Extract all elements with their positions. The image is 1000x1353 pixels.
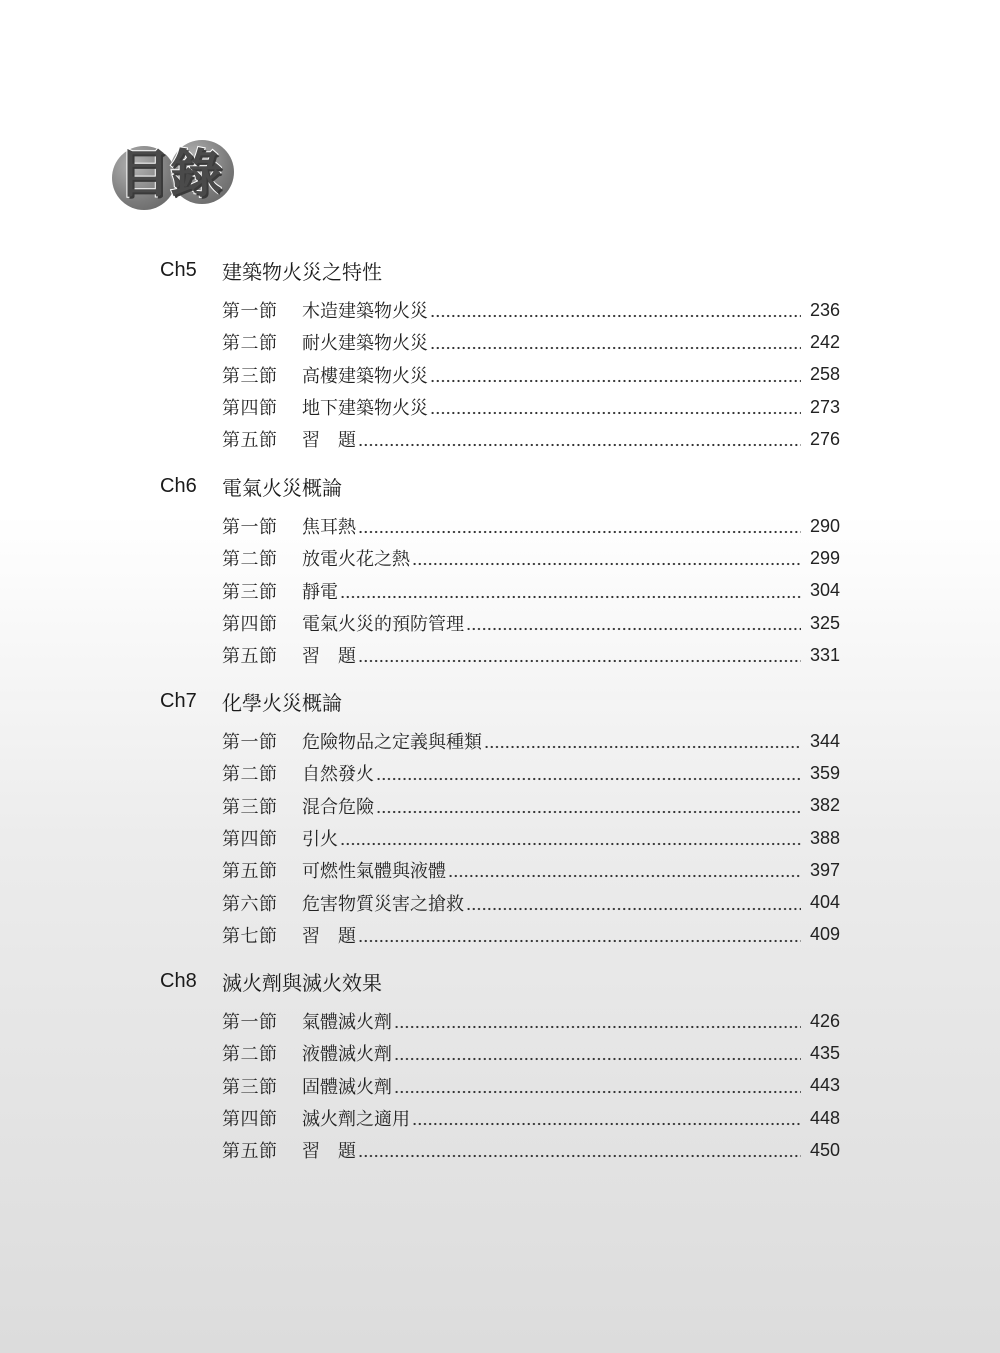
page-number: 448 [809, 1107, 840, 1128]
chapter-heading[interactable] [160, 965, 840, 997]
page-number: 276 [809, 428, 840, 449]
section-number: 第四節 [222, 829, 278, 851]
dot-leader [394, 1044, 801, 1062]
toc-entry[interactable] [222, 542, 840, 574]
toc-entry[interactable] [222, 757, 840, 789]
page-number: 443 [809, 1075, 840, 1096]
section-number: 第四節 [222, 398, 278, 420]
toc-entry[interactable] [222, 886, 840, 918]
dot-leader [358, 430, 801, 448]
section-number: 第六節 [222, 893, 278, 915]
dot-leader [394, 1077, 801, 1095]
section-number: 第七節 [222, 925, 278, 947]
toc-entry[interactable] [222, 294, 840, 326]
dot-leader [358, 646, 801, 664]
dot-leader [466, 614, 801, 632]
section-title: 氣體滅火劑 [302, 1012, 392, 1034]
page-number: 344 [809, 730, 840, 751]
toc-entry[interactable] [222, 1005, 840, 1037]
toc-entry[interactable] [222, 822, 840, 854]
toc-entry[interactable] [222, 423, 840, 455]
page-number: 397 [809, 859, 840, 880]
page-number: 258 [809, 364, 840, 385]
chapter-number: Ch5 [160, 258, 197, 281]
section-number: 第四節 [222, 614, 278, 636]
section-title: 電氣火災的預防管理 [302, 614, 464, 636]
page-number: 331 [809, 644, 840, 665]
chapter-number: Ch8 [160, 969, 197, 992]
dot-leader [430, 301, 801, 319]
toc-entry[interactable] [222, 607, 840, 639]
toc-entry[interactable] [222, 391, 840, 423]
page-number: 242 [809, 331, 840, 352]
section-title: 液體滅火劑 [302, 1044, 392, 1066]
section-title: 放電火花之熱 [302, 549, 410, 571]
chapter-ch6 [160, 470, 840, 671]
section-title: 引火 [302, 829, 338, 851]
page-number: 299 [809, 547, 840, 568]
section-number: 第三節 [222, 581, 278, 603]
section-number: 第二節 [222, 549, 278, 571]
page-number: 450 [809, 1139, 840, 1160]
chapter-ch7 [160, 685, 840, 951]
chapter-title: 建築物火災之特性 [222, 259, 382, 284]
chapter-heading[interactable] [160, 685, 840, 717]
dot-leader [394, 1012, 801, 1030]
toc-entry[interactable] [222, 725, 840, 757]
dot-leader [430, 333, 801, 351]
section-title: 危險物品之定義與種類 [302, 732, 482, 754]
page-number: 325 [809, 612, 840, 633]
toc-entry[interactable] [222, 1102, 840, 1134]
section-number: 第五節 [222, 861, 278, 883]
section-number: 第三節 [222, 1076, 278, 1098]
dot-leader [358, 926, 801, 944]
chapter-ch5 [160, 254, 840, 455]
section-number: 第五節 [222, 646, 278, 668]
section-title: 耐火建築物火災 [302, 333, 428, 355]
section-title: 習 題 [302, 430, 356, 452]
dot-leader [358, 1141, 801, 1159]
toc-entry[interactable] [222, 790, 840, 822]
section-title: 習 題 [302, 646, 356, 668]
section-number: 第二節 [222, 764, 278, 786]
section-title: 固體滅火劑 [302, 1076, 392, 1098]
toc-entry[interactable] [222, 919, 840, 951]
section-title: 習 題 [302, 1141, 356, 1163]
page-number: 290 [809, 515, 840, 536]
section-title: 木造建築物火災 [302, 301, 428, 323]
chapter-title: 電氣火災概論 [222, 475, 342, 500]
toc-entry[interactable] [222, 1070, 840, 1102]
page-number: 435 [809, 1042, 840, 1063]
toc-entry[interactable] [222, 510, 840, 542]
toc-entry[interactable] [222, 359, 840, 391]
section-number: 第五節 [222, 1141, 278, 1163]
dot-leader [484, 732, 801, 750]
page-number: 404 [809, 892, 840, 913]
chapter-title: 化學火災概論 [222, 690, 342, 715]
chapter-ch8 [160, 965, 840, 1166]
dot-leader [358, 517, 801, 535]
toc-entry[interactable] [222, 326, 840, 358]
page-number: 304 [809, 580, 840, 601]
page-title: 目錄 [118, 145, 223, 205]
section-number: 第一節 [222, 517, 278, 539]
page-number: 426 [809, 1010, 840, 1031]
dot-leader [340, 582, 801, 600]
dot-leader [448, 861, 801, 879]
dot-leader [340, 829, 801, 847]
section-number: 第二節 [222, 333, 278, 355]
section-number: 第三節 [222, 796, 278, 818]
toc-entry[interactable] [222, 1037, 840, 1069]
section-title: 可燃性氣體與液體 [302, 861, 446, 883]
dot-leader [466, 894, 801, 912]
toc-entry[interactable] [222, 639, 840, 671]
toc-entry[interactable] [222, 1134, 840, 1166]
page-number: 409 [809, 924, 840, 945]
section-number: 第四節 [222, 1109, 278, 1131]
toc-entry[interactable] [222, 575, 840, 607]
chapter-heading[interactable] [160, 470, 840, 502]
section-title: 焦耳熱 [302, 517, 356, 539]
toc-title-block [112, 138, 252, 218]
section-title: 地下建築物火災 [302, 398, 428, 420]
section-number: 第一節 [222, 732, 278, 754]
section-number: 第一節 [222, 1012, 278, 1034]
toc-entry[interactable] [222, 854, 840, 886]
dot-leader [430, 398, 801, 416]
dot-leader [412, 1109, 801, 1127]
dot-leader [376, 764, 801, 782]
section-number: 第一節 [222, 301, 278, 323]
section-title: 自然發火 [302, 764, 374, 786]
dot-leader [412, 549, 801, 567]
page-number: 236 [809, 299, 840, 320]
section-number: 第二節 [222, 1044, 278, 1066]
section-title: 高樓建築物火災 [302, 365, 428, 387]
section-title: 靜電 [302, 581, 338, 603]
chapter-number: Ch6 [160, 474, 197, 497]
section-title: 習 題 [302, 925, 356, 947]
section-title: 混合危險 [302, 796, 374, 818]
section-number: 第五節 [222, 430, 278, 452]
section-number: 第三節 [222, 365, 278, 387]
chapter-number: Ch7 [160, 689, 197, 712]
page-number: 388 [809, 827, 840, 848]
dot-leader [376, 797, 801, 815]
section-title: 危害物質災害之搶救 [302, 893, 464, 915]
page-number: 382 [809, 795, 840, 816]
page-number: 359 [809, 762, 840, 783]
dot-leader [430, 366, 801, 384]
chapter-title: 滅火劑與滅火效果 [222, 970, 382, 995]
page-number: 273 [809, 396, 840, 417]
chapter-heading[interactable] [160, 254, 840, 286]
section-title: 滅火劑之適用 [302, 1109, 410, 1131]
